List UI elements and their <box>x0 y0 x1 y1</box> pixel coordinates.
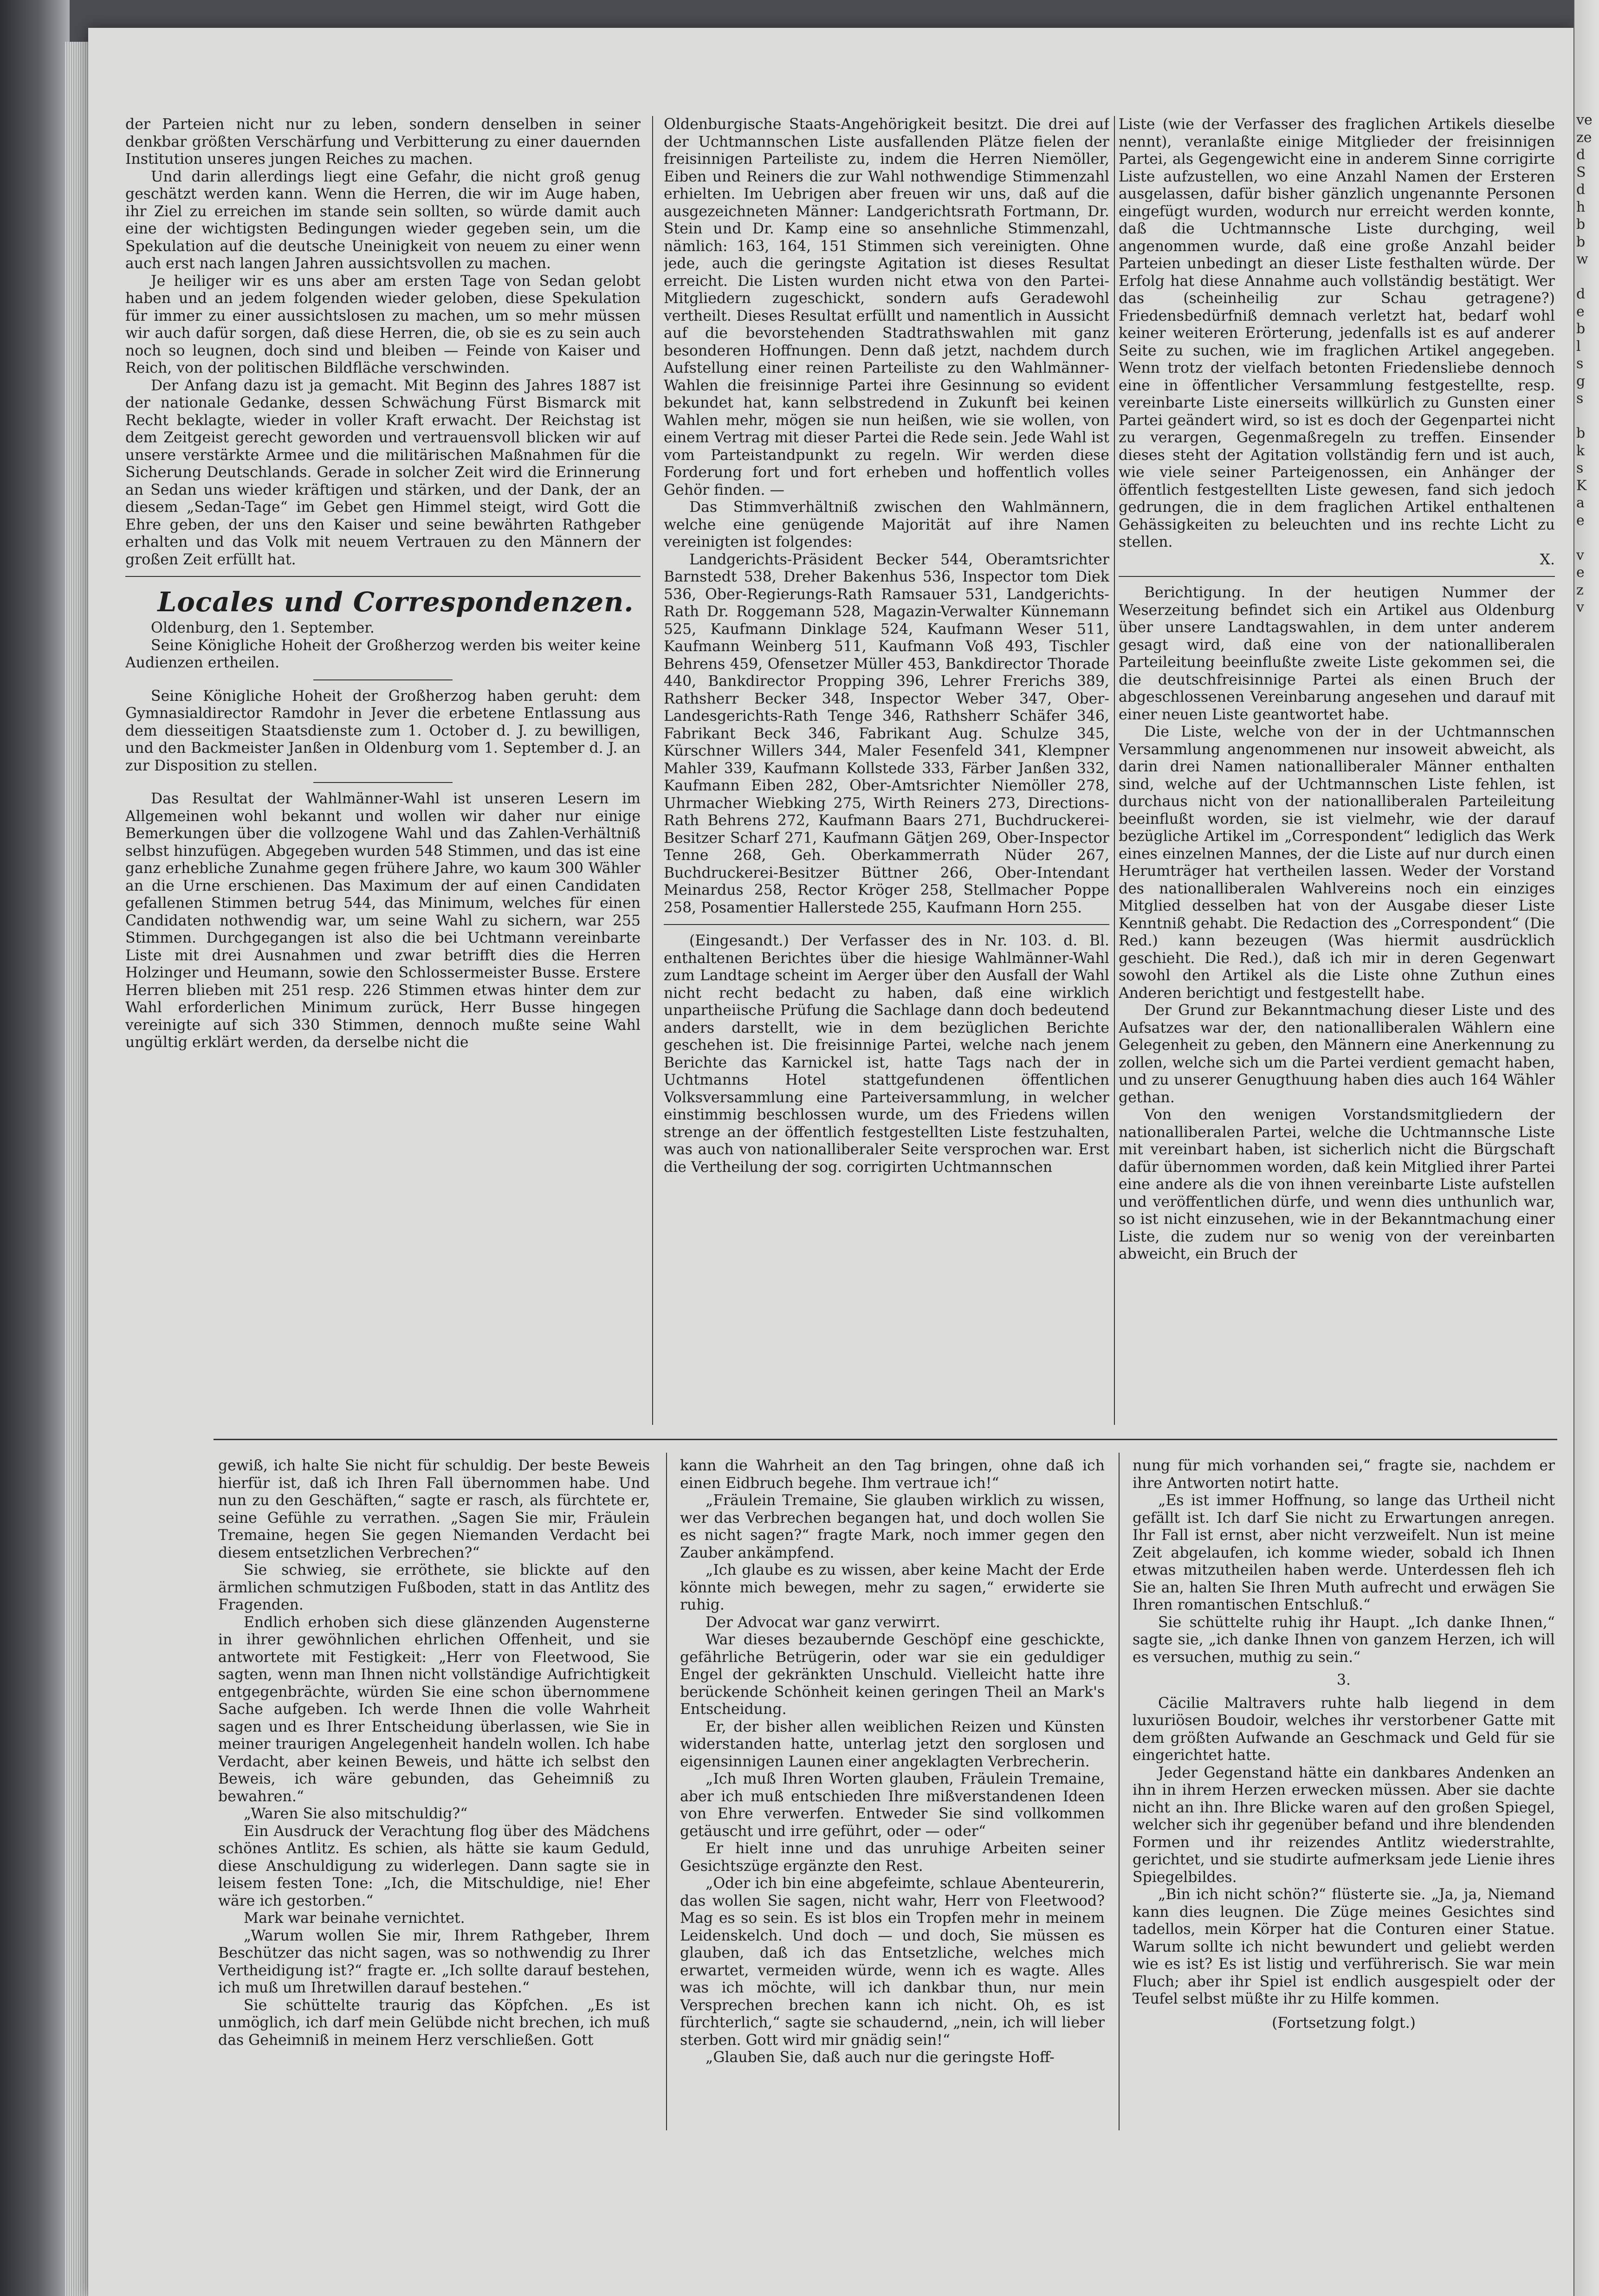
fragment-line: b <box>1576 321 1586 337</box>
continued-note: (Fortsetzung folgt.) <box>1272 2014 1416 2031</box>
paragraph: Ein Ausdruck der Verachtung flog über des Mädchens schönes Antlitz. Es schien, als hätte sie kaum Geduld, diese Anschuldigung zu widerlegen. Dann sagte sie in leisem festen Tone: „Ich, die Mitschuldige, nie! Eher wäre ich gestorben.“ <box>218 1823 650 1909</box>
paragraph: Berichtigung. In der heutigen Nummer der Weserzeitung befindet sich ein Artikel aus Oldenburg über unsere Landtagswahlen, in dem unter anderem gesagt wird, daß eine von der nationalliberalen Parteileitung beeinflußte zweite Liste gekommen sei, die die deutschfreisinnige Partei als einen Bruch der abgeschlossenen Vereinbarung angesehen und darauf mit einer neuen Liste geantwortet habe. <box>1119 584 1555 723</box>
paragraph: „Ich muß Ihren Worten glauben, Fräulein Tremaine, aber ich muß entschieden Ihre mißverstandenen Ideen von Ehre verwerfen. Entweder Sie sind vollkommen getäuscht und irre geführt, oder — oder“ <box>680 1771 1105 1840</box>
feuilleton-column-3 <box>1133 1457 1555 2126</box>
next-page-fragment <box>1576 111 1597 616</box>
feuilleton-rule <box>214 1439 1557 1440</box>
binding-edge <box>0 0 70 2296</box>
fragment-line <box>1576 407 1597 425</box>
fragment-line: b <box>1576 216 1586 233</box>
paragraph: der Parteien nicht nur zu leben, sondern denselben in seiner denkbar größten Verschärfung und Verbitterung zu einer dauernden Institution unseres jungen Reiches zu machen. <box>125 116 641 168</box>
paragraph: Seine Königliche Hoheit der Großherzog haben geruht: dem Gymnasialdirector Ramdohr in Jever die erbetene Entlassung aus dem diesseitigen Staatsdienste zum 1. October d. J. zu bewilligen, und den Backmeister Janßen in Oldenburg vom 1. September d. J. an zur Disposition zu stellen. <box>125 687 641 774</box>
paragraph: Sie schüttelte traurig das Köpfchen. „Es ist unmöglich, ich darf mein Gelübde nicht brechen, ich muß das Geheimniß in meinem Herz verschließen. Gott <box>218 1997 650 2049</box>
paragraph: (Eingesandt.) Der Verfasser des in Nr. 103. d. Bl. enthaltenen Berichtes über die hiesige Wahlmänner-Wahl zum Landtage scheint im Aerger über den Ausfall der Wahl nicht recht bedacht zu haben, daß eine wirklich unpartheiische Prüfung die Sachlage dann doch bedeutend anders darstellt, wie in dem bezüglichen Berichte geschehen ist. Die freisinnige Partei, welche nach jenem Berichte das Karnickel ist, hatte Tags nach der in Uchtmanns Hotel stattgefundenen öffentlichen Volksversammlung eine Parteiversammlung, in welcher einstimmig beschlossen wurde, um des Friedens willen strenge an der öffentlich festgestellten Liste festzuhalten, was auch von nationalliberaler Seite versprochen war. Erst die Vertheilung der sog. corrigirten Uchtmannschen <box>664 932 1109 1176</box>
fragment-line: w <box>1576 251 1588 267</box>
paragraph: „Oder ich bin eine abgefeimte, schlaue Abenteurerin, das wollen Sie sagen, nicht wahr, Herr von Fleetwood? Mag es so sein. Es ist blos ein Tropfen mehr in meinem Leidenskelch. Und doch — und doch, Sie müssen es glauben, daß ich das Entsetzliche, welches mich erwartet, vermeiden würde, wenn ich es wagte. Alles was ich möchte, will ich dankbar thun, nur mein Versprechen brechen kann ich nicht. Oh, es ist fürchterlich,“ sagte sie schaudernd, „nein, ich will lieber sterben. Gott wird mir gnädig sein!“ <box>680 1875 1105 2049</box>
fragment-line: g <box>1576 373 1586 389</box>
fragment-line: d <box>1576 181 1586 198</box>
separator <box>313 679 453 680</box>
paragraph: kann die Wahrheit an den Tag bringen, ohne daß ich einen Eidbruch begehe. Ihm vertraue ich!“ <box>680 1457 1105 1492</box>
fragment-line <box>1576 529 1597 547</box>
column-rule <box>1114 116 1115 1425</box>
fragment-line: l <box>1576 338 1581 355</box>
fragment-line: ze <box>1576 129 1592 146</box>
fragment-line: e <box>1576 303 1585 320</box>
paragraph: „Glauben Sie, daß auch nur die geringste Hoff- <box>706 2049 1055 2066</box>
paragraph: Je heiliger wir es uns aber am ersten Tage von Sedan gelobt haben und an jedem folgenden wieder geloben, diese Spekulation für immer zu einer aussichtslosen zu machen, um so mehr müssen wir auch dafür sorgen, daß diese Herren, die, ob sie es zu sein auch noch so leugnen, doch sind und bleiben — Feinde von Kaiser und Reich, von der politischen Bildfläche verschwinden. <box>125 272 641 376</box>
fragment-line: d <box>1576 147 1586 163</box>
fragment-line: K <box>1576 477 1587 494</box>
fragment-line: z <box>1576 582 1584 598</box>
column-rule <box>666 1453 667 2130</box>
feuilleton-column-2 <box>680 1457 1105 2126</box>
paragraph: „Bin ich nicht schön?“ flüsterte sie. „Ja, ja, Niemand kann dies leugnen. Die Züge meines Gesichtes sind tadellos, mein Körper hat die Conturen einer Statue. Warum sollte ich nicht bewundert und geliebt werden wie es ist? Es ist listig und verführerisch. Sie war mein Fluch; aber ihr Spiel ist endlich ausgespielt oder der Teufel selbst müßte ihr zu Hilfe kommen. <box>1133 1886 1555 2007</box>
fragment-line: v <box>1576 547 1584 563</box>
feuilleton-column-1 <box>218 1457 650 2126</box>
paragraph: „Fräulein Tremaine, Sie glauben wirklich zu wissen, wer das Verbrechen begangen hat, und doch wollen Sie es nicht sagen?“ fragte Mark, noch immer gegen den Zauber ankämpfend. <box>680 1492 1105 1561</box>
signature: X. <box>1540 551 1555 568</box>
chapter-number: 3. <box>1336 1672 1351 1688</box>
fragment-line: h <box>1576 199 1586 215</box>
paragraph: Liste (wie der Verfasser des fraglichen Artikels dieselbe nennt), veranlaßte einige Mitglieder der freisinnigen Partei, als Gegengewicht eine in anderem Sinne corrigirte Liste aufzustellen, wo eine Anzahl Namen der Ersteren ausgelassen, dafür bisher gänzlich ungenannte Personen eingefügt wurden, wodurch nur erreicht werden konnte, daß die Uchtmannsche Liste durchging, weil angenommen wurde, daß eine große Anzahl beider Parteien unbedingt an dieser Liste festhalten würde. Der Erfolg hat diese Annahme auch vollständig bestätigt. Wer das (scheinheilig zur Schau getragene?) Friedensbedürfniß demnach verletzt hat, bedarf wohl keiner weiteren Erörterung, jedenfalls ist es auf anderer Seite zu suchen, wie im fraglichen Artikel angegeben. Wenn trotz der vielfach betonten Friedensliebe dennoch eine in öffentlicher Versammlung festgestellte, resp. vereinbarte Liste einerseits willkürlich zu Gunsten einer Partei geändert wird, so ist es doch der Gegenpartei nicht zu verargen, Gegenmaßregeln zu treffen. Einsender dieses steht der Agitation vollständig fern und ist auch, wie viele seiner Parteigenossen, ein Anhänger der öffentlich festgestellten Liste gewesen, fand sich jedoch gedrungen, die in dem fraglichen Artikel enthaltenen Gehässigkeiten zu beleuchten und ins rechte Licht zu stellen. <box>1119 116 1555 550</box>
paragraph: gewiß, ich halte Sie nicht für schuldig. Der beste Beweis hierfür ist, daß ich Ihren Fall übernommen habe. Und nun zu den Geschäften,“ sagte er rasch, als fürchtete er, seine Gefühle zu verrathen. „Sagen Sie mir, Fräulein Tremaine, hegen Sie gegen Niemanden Verdacht bei diesem entsetzlichen Verbrechen?“ <box>218 1457 650 1561</box>
paragraph: Das Resultat der Wahlmänner-Wahl ist unseren Lesern im Allgemeinen wohl bekannt und wollen wir daher nur einige Bemerkungen über die vollzogene Wahl und das Zahlen-Verhältniß selbst hinzufügen. Abgegeben wurden 548 Stimmen, und das ist eine ganz erhebliche Zunahme gegen frühere Jahre, wo kaum 300 Wähler an die Urne erschienen. Das Maximum der auf einen Candidaten gefallenen Stimmen betrug 544, das Minimum, welches für einen Candidaten nothwendig war, um seine Wahl zu sichern, war 255 Stimmen. Durchgegangen ist also die bei Uchtmann vereinbarte Liste mit drei Ausnahmen und zwar betrifft dies die Herren Holzinger und Heumann, sowie den Schlossermeister Busse. Erstere Herren blieben mit 251 resp. 226 Stimmen etwas hinter dem zur Wahl erforderlichen Minimum zurück, Herr Busse hingegen vereinigte auf sich 330 Stimmen, dennoch mußte seine Wahl ungültig erklärt werden, da derselbe nicht die <box>125 790 641 1051</box>
fragment-line: e <box>1576 564 1585 581</box>
fragment-line <box>1576 268 1597 286</box>
column-1 <box>125 116 641 1434</box>
separator <box>313 782 453 783</box>
paragraph: Und darin allerdings liegt eine Gefahr, die nicht groß genug geschätzt werden kann. Wenn die Herren, die wir im Auge haben, ihr Ziel zu erreichen im stande sein sollten, so würde damit auch eine der wichtigsten Bedingungen wieder gegeben sein, um die Spekulation auf die deutsche Uneinigkeit von neuem zu einer wenn auch erst nach langen Jahren aussichtsvollen zu machen. <box>125 168 641 272</box>
separator <box>125 576 641 577</box>
fragment-line: s <box>1576 390 1584 407</box>
fragment-line: ve <box>1576 112 1593 128</box>
paragraph: Der Anfang dazu ist ja gemacht. Mit Beginn des Jahres 1887 ist der nationale Gedanke, dessen Schwächung Fürst Bismarck mit Recht beklagte, wieder in voller Kraft erwacht. Der Reichstag ist dem Zeitgeist gerecht geworden und vertrauensvoll blicken wir auf unsere verstärkte Armee und die militärischen Maßnahmen für die Sicherung Deutschlands. Gerade in solcher Zeit wird die Erinnerung an Sedan uns wieder kräftigen und stärken, und der Dank, der an diesem „Sedan-Tage“ im Gebet gen Himmel steigt, wird Gott die Ehre geben, der uns den Kaiser und seine bewährten Rathgeber erhalten und das Volk mit neuem Vertrauen zu den Männern der großen Zeit erfüllt hat. <box>125 377 641 568</box>
fragment-line: s <box>1576 356 1584 372</box>
paragraph: Mark war beinahe vernichtet. <box>244 1910 465 1927</box>
column-rule <box>1119 1453 1120 2130</box>
paragraph: Er, der bisher allen weiblichen Reizen und Künsten widerstanden hatte, unterlag jetzt den sorglosen und eigensinnigen Launen einer angeklagten Verbrecherin. <box>680 1718 1105 1770</box>
fragment-line: k <box>1576 442 1585 459</box>
paragraph: Sie schwieg, sie erröthete, sie blickte auf den ärmlichen schmutzigen Fußboden, statt in das Antlitz des Fragenden. <box>218 1562 650 1613</box>
paragraph: Sie schüttelte ruhig ihr Haupt. „Ich danke Ihnen,“ sagte sie, „ich danke Ihnen von ganzem Herzen, ich will es versuchen, muthig zu sein.“ <box>1133 1614 1555 1666</box>
dateline: Oldenburg, den 1. September. <box>151 620 375 636</box>
fragment-line: v <box>1576 599 1584 615</box>
fragment-line: b <box>1576 233 1586 250</box>
paragraph: nung für mich vorhanden sei,“ fragte sie, nachdem er ihre Antworten notirt hatte. <box>1133 1457 1555 1492</box>
fragment-line: e <box>1576 512 1585 529</box>
paragraph: Cäcilie Maltravers ruhte halb liegend in dem luxuriösen Boudoir, welches ihr verstorbener Gatte mit dem größten Aufwande an Geschmack und Geld für sie eingerichtet hatte. <box>1133 1695 1555 1764</box>
column-2 <box>664 116 1109 1434</box>
column-3 <box>1119 116 1555 1434</box>
paragraph: Der Grund zur Bekanntmachung dieser Liste und des Aufsatzes war der, den nationalliberalen Wählern eine Gelegenheit zu geben, den Männern eine Anerkennung zu zollen, welche sich um die Partei verdient gemacht haben, und zu unserer Genugthuung haben dies auch 164 Wähler gethan. <box>1119 1002 1555 1106</box>
paragraph: Die Liste, welche von der in der Uchtmannschen Versammlung angenommenen nur insoweit abweicht, als darin drei Namen nationalliberaler Männer enthalten sind, welche auf der Uchtmannschen Liste fehlen, ist durchaus nicht von der nationalliberalen Parteileitung beeinflußt worden, sie ist vielmehr, wie der darauf bezügliche Artikel im „Correspondent“ lediglich das Werk eines einzelnen Mannes, der die Liste auf nur durch einen Herumträger hat vertheilen lassen. Weder der Vorstand des nationalliberalen Wahlvereins noch ein einziges Mitglied desselben hat von der Ausgabe dieser Liste Kenntniß gehabt. Die Redaction des „Correspondent“ (Die Red.) kann bezeugen (Was hiermit ausdrücklich geschieht. Die Red.), daß ich mir in deren Gegenwart sowohl den Artikel als die Liste ohne Zuthun eines Anderen berichtigt und festgestellt habe. <box>1119 724 1555 1002</box>
paragraph: Der Advocat war ganz verwirrt. <box>706 1614 940 1631</box>
fragment-line: s <box>1576 460 1584 476</box>
paragraph: Oldenburgische Staats-Angehörigkeit besitzt. Die drei auf der Uchtmannschen Liste ausfallenden Plätze fielen der freisinnigen Parteiliste zu, indem die Herren Niemöller, Eiben und Reiners die zur Wahl nothwendige Stimmenzahl erhielten. Im Uebrigen aber freuen wir uns, daß auf die ausgezeichneten Männer: Landgerichtsrath Fortmann, Dr. Stein und Dr. Kamp eine so ansehnliche Stimmenzahl, nämlich: 163, 164, 151 Stimmen sich vereinigten. Ohne jede, auch die geringste Agitation ist dieses Resultat erreicht. Die Listen wurden nicht etwa von den Partei-Mitgliedern zugeschickt, sondern aufs Geradewohl vertheilt. Dieses Resultat erfüllt und namentlich in Aussicht auf die bevorstehenden Stadtrathswahlen mit ganz besonderen Hoffnungen. Denn daß jetzt, nachdem durch Aufstellung einer reinen Parteiliste zu den Wahlmänner-Wahlen die freisinnige Partei ihre Gesinnung so evident bekundet hat, kann selbstredend in Zukunft bei keinen Wahlen mehr, mögen sie nun heißen, wie sie wollen, von einem Vertrag mit dieser Partei die Rede sein. Jede Wahl ist vom Parteistandpunkt zu regeln. Wir werden diese Forderung fort und fort erheben und hoffentlich volles Gehör finden. — <box>664 116 1109 498</box>
separator <box>664 924 1109 925</box>
separator <box>1119 576 1555 577</box>
fragment-line: S <box>1576 164 1586 181</box>
fragment-line: a <box>1576 495 1585 511</box>
paragraph: Das Stimmverhältniß zwischen den Wahlmännern, welche eine genügende Majorität auf ihre Namen vereinigten ist folgendes: <box>664 499 1109 550</box>
column-rule <box>652 116 653 1425</box>
paragraph: Jeder Gegenstand hätte ein dankbares Andenken an ihn in ihrem Herzen erwecken müssen. Aber sie dachte nicht an ihn. Ihre Blicke waren auf den großen Spiegel, welcher sich ihr gegenüber befand und ihre blendenden Formen und ihr reizendes Antlitz wiederstrahlte, gerichtet, und sie studirte aufmerksam jede Lienie ihres Spiegelbildes. <box>1133 1764 1555 1886</box>
paragraph: „Warum wollen Sie mir, Ihrem Rathgeber, Ihrem Beschützer das nicht sagen, was so nothwendig zu Ihrer Vertheidigung ist?“ fragte er. „Ich sollte darauf bestehen, ich muß um Ihretwillen darauf bestehen.“ <box>218 1927 650 1996</box>
paragraph: War dieses bezaubernde Geschöpf eine geschickte, gefährliche Betrügerin, oder war sie ein geduldiger Engel der gekränkten Unschuld. Vielleicht hatte ihre berückende Schönheit keinen geringen Theil an Mark's Entscheidung. <box>680 1631 1105 1718</box>
paragraph: Er hielt inne und das unruhige Arbeiten seiner Gesichtszüge ergänzte den Rest. <box>680 1840 1105 1875</box>
paragraph: „Es ist immer Hoffnung, so lange das Urtheil nicht gefällt ist. Ich darf Sie nicht zu Erwartungen anregen. Ihr Fall ist ernst, aber nicht verzweifelt. Nun ist meine Zeit abgelaufen, ich komme wieder, sobald ich Ihnen etwas mitzutheilen haben werde. Unterdessen fleh ich Sie an, halten Sie Ihren Muth aufrecht und erwägen Sie Ihren romantischen Entschluß.“ <box>1133 1492 1555 1613</box>
section-heading: Locales und Correspondenzen. <box>157 586 634 618</box>
fragment-line: d <box>1576 286 1586 302</box>
paragraph: Seine Königliche Hoheit der Großherzog werden bis weiter keine Audienzen ertheilen. <box>125 637 641 671</box>
paragraph: „Waren Sie also mitschuldig?“ <box>244 1805 468 1822</box>
paragraph: Endlich erhoben sich diese glänzenden Augensterne in ihrer gewöhnlichen ehrlichen Offenheit, und sie antwortete mit Festigkeit: „Herr von Fleetwood, Sie sagten, wenn man Ihnen nicht vollständige Aufrichtigkeit entgegenbrächte, würden Sie eine schon übernommene Sache aufgeben. Ich werde Ihnen die volle Wahrheit sagen und es Ihrer Entscheidung überlassen, wie Sie in meiner traurigen Angelegenheit handeln wollen. Ich habe Verdacht, aber keinen Beweis, und hätte ich selbst den Beweis, ich wäre gebunden, das Geheimniß zu bewahren.“ <box>218 1614 650 1805</box>
paragraph: „Ich glaube es zu wissen, aber keine Macht der Erde könnte mich bewegen, mehr zu sagen,“ erwiderte sie ruhig. <box>680 1562 1105 1613</box>
paragraph: Von den wenigen Vorstandsmitgliedern der nationalliberalen Partei, welche die Uchtmannsche Liste mit vereinbart haben, ist sicherlich nicht die Bürgschaft dafür übernommen worden, daß kein Mitglied ihrer Partei eine andere als die von ihnen vereinbarte Liste aufstellen und veröffentlichen dürfe, und wenn dies unthunlich war, so ist nicht einzusehen, wie in der Bekanntmachung einer Liste, die zudem nur so wenig von der vereinbarten abweicht, ein Bruch der <box>1119 1106 1555 1262</box>
candidate-list: Landgerichts-Präsident Becker 544, Oberamtsrichter Barnstedt 538, Dreher Bakenhus 536, Inspector tom Diek 536, Ober-Regierungs-Rath Ramsauer 531, Landgerichts-Rath Dr. Roggemann 528, Magazin-Verwalter Künnemann 525, Kaufmann Dinklage 524, Kaufmann Weser 511, Kaufmann Weinberg 511, Kaufmann Voß 493, Tischler Behrens 459, Ofensetzer Müller 453, Bankdirector Thorade 440, Bankdirector Propping 396, Lehrer Frerichs 389, Rathsherr Becker 348, Inspector Weber 347, Ober-Landesgerichts-Rath Tenge 346, Rathsherr Schäfer 346, Fabrikant Beck 346, Fabrikant Aug. Schulze 345, Kürschner Willers 344, Maler Fesenfeld 341, Klempner Mahler 339, Kaufmann Kollstede 333, Färber Janßen 332, Kaufmann Eiben 282, Ober-Amtsrichter Niemöller 278, Uhrmacher Wiebking 275, Wirth Reiners 273, Directions-Rath Behrens 272, Kaufmann Baars 271, Buchdruckerei-Besitzer Scharf 271, Kaufmann Gätjen 269, Ober-Inspector Tenne 268, Geh. Oberkammerrath Nüder 267, Buchdruckerei-Besitzer Büttner 266, Ober-Intendant Meinardus 258, Rector Kröger 258, Stellmacher Poppe 258, Posamentier Hallerstede 255, Kaufmann Horn 255. <box>664 551 1109 916</box>
fragment-line: b <box>1576 425 1586 441</box>
